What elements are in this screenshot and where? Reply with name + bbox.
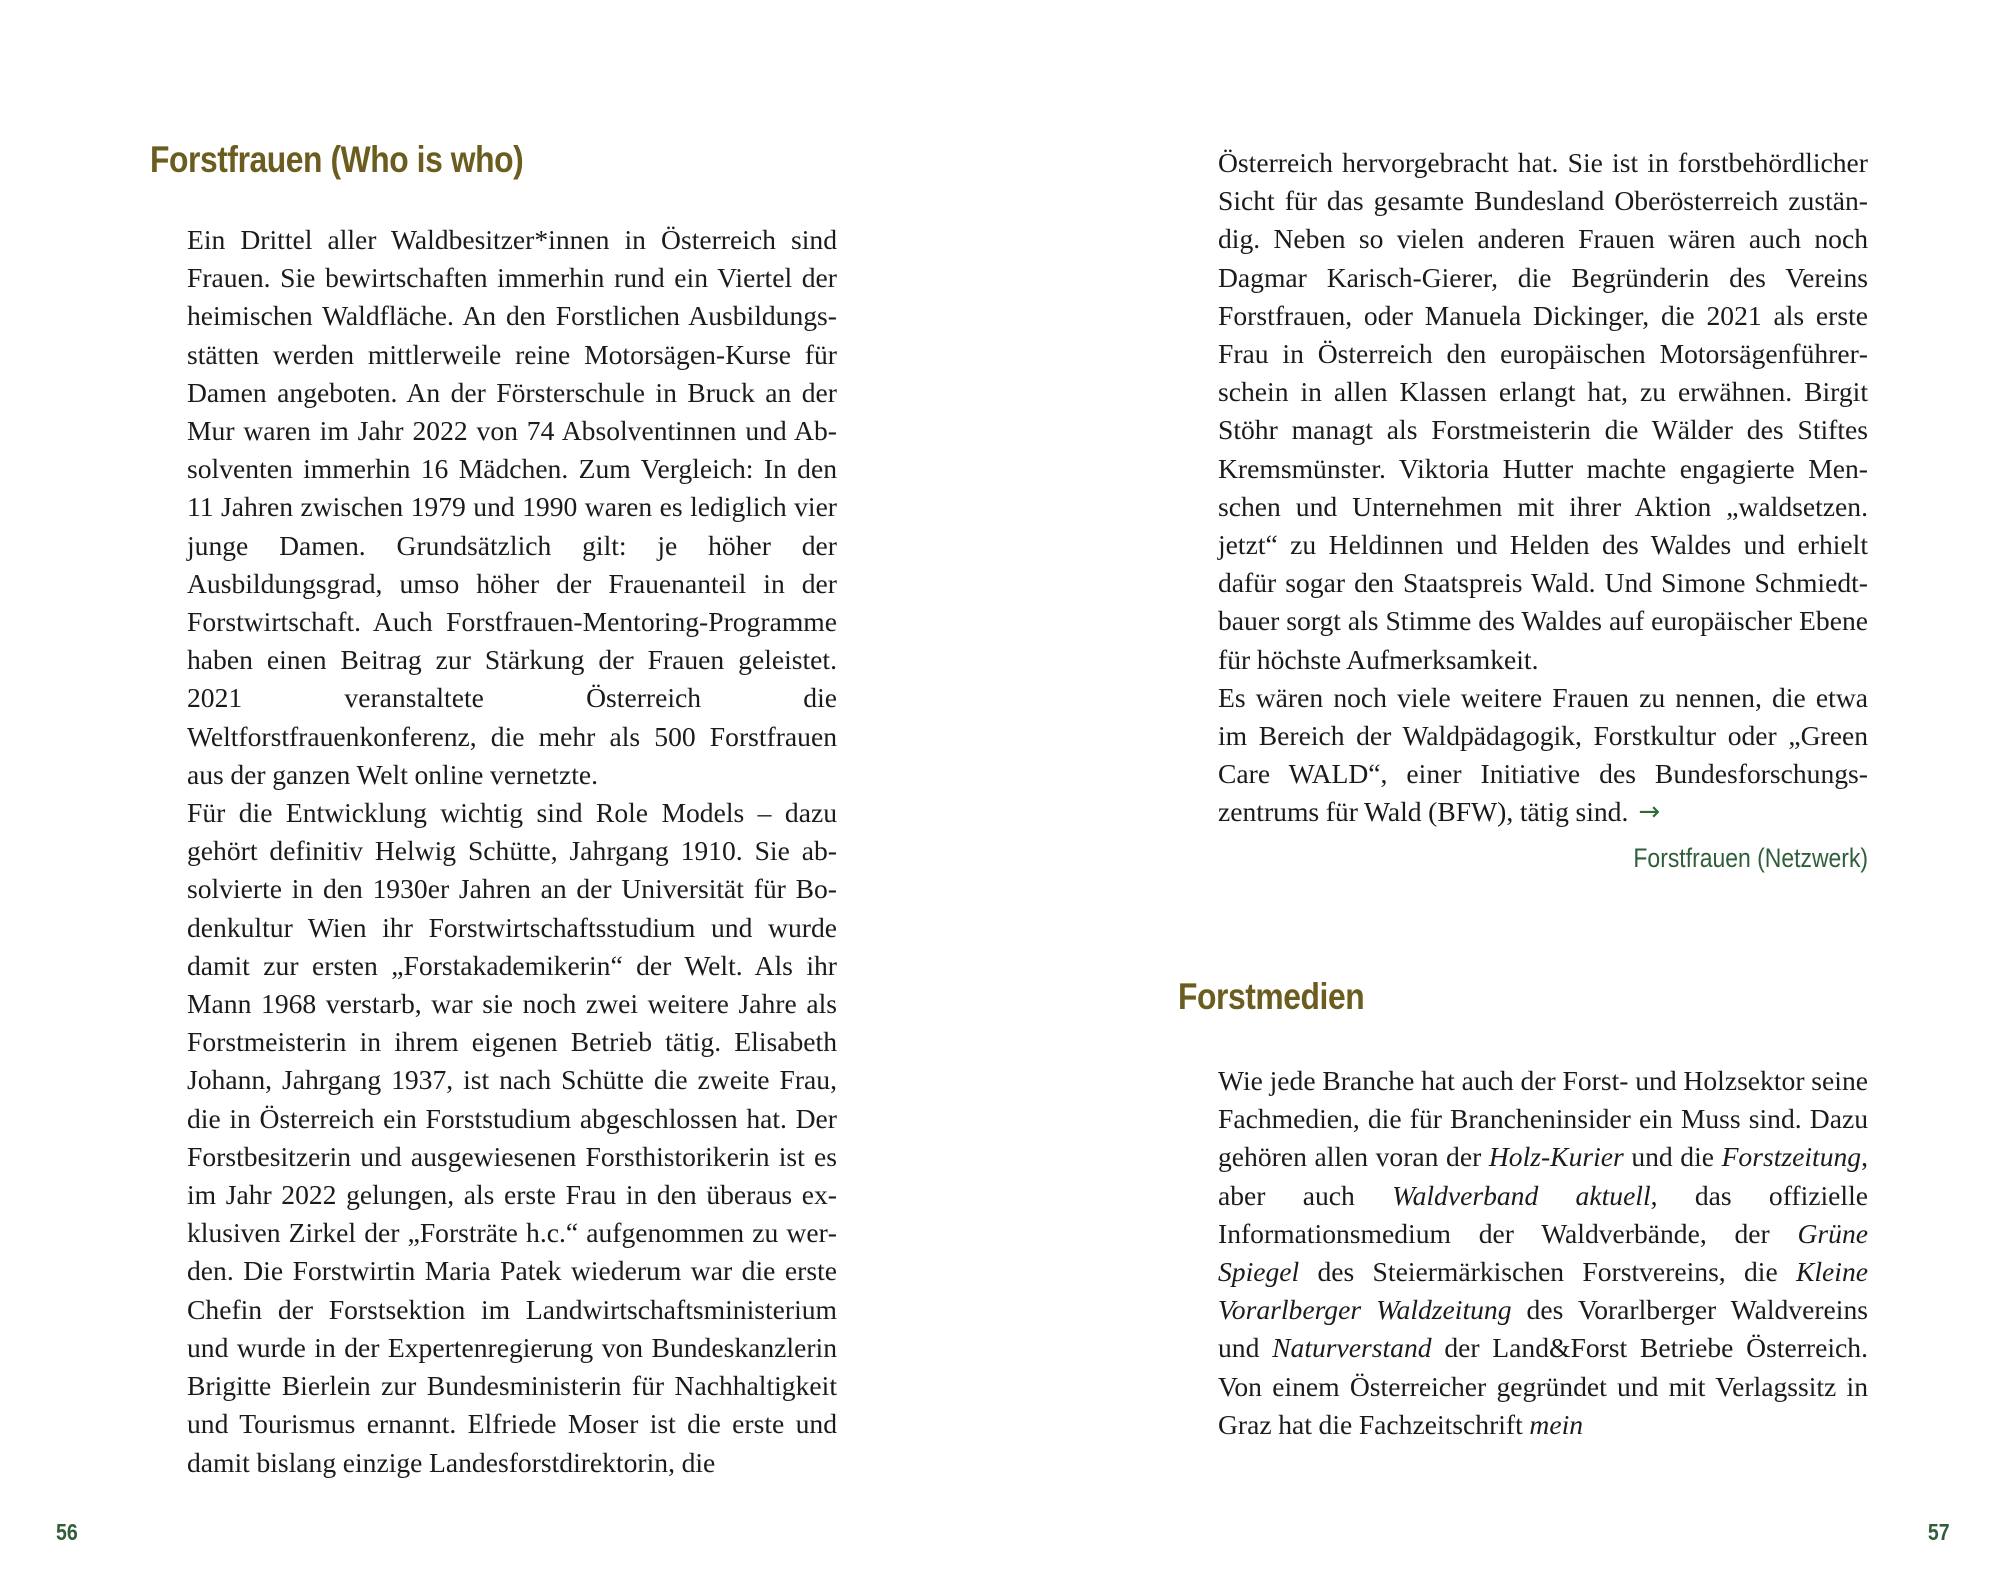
text-run: und die <box>1623 1141 1722 1173</box>
paragraph-role-models: Für die Entwicklung wichtig sind Role Models – dazu gehört definitiv Helwig Schütte, Jahrgang 1910. Sie absolvierte in den 1930er Jahren an der Universität für Bodenkultur Wien ihr Forstwirtschaftsstudium und wurde damit zur ersten „Forstakademikerin“ der Welt. Als ihr Mann 1968 verstarb, war sie noch zwei weitere Jahre als Forstmeisterin in ihrem eigenen Betrieb tätig. Elisabeth Johann, Jahrgang 1937, ist nach Schütte die zweite Frau, die in Österreich ein Forststudium abgeschlossen hat. Der Forstbesitzerin und ausgewiesenen Forsthistorikerin ist es im Jahr 2022 gelungen, als erste Frau in den überaus exklusiven Zirkel der „Forsträte h.c.“ aufgenommen zu werden. Die Forstwirtin Maria Patek wiederum war die erste Chefin der Forstsektion im Landwirtschaftsministerium und wurde in der Expertenregierung von Bundeskanzlerin Brigitte Bierlein zur Bundesministerin für Nachhaltigkeit und Tourismus ernannt. Elfriede Moser ist die erste und damit bislang einzige Landesforstdirektorin, die <box>187 797 837 1478</box>
text-run: Wie jede Branche hat auch der Forst- und Holzsektor seine Fachmedien, die für Brancheninsider ein Muss sind. Dazu gehören allen voran der <box>1218 1065 1868 1173</box>
text-run: des Steiermärkischen Forstvereins, die <box>1299 1256 1796 1288</box>
paragraph-more-women <box>1218 679 1868 832</box>
publication-title-mein: mein <box>1529 1408 1584 1440</box>
section-title-forstfrauen: Forstfrauen (Who is who) <box>150 139 524 180</box>
text-run: , das offizielle Informationsmedium der Waldverbände, der <box>1218 1179 1868 1249</box>
publication-title-holz-kurier: Holz-Kurier <box>1488 1141 1624 1173</box>
paragraph-statistics: Ein Drittel aller Waldbesitzer*innen in Österreich sind Frauen. Sie bewirtschaften immerhin rund ein Viertel der heimischen Waldfläche. An den Forstlichen Ausbildungsstätten werden mittlerweile reine Motorsägen-Kurse für Damen angeboten. An der Försterschule in Bruck an der Mur waren im Jahr 2022 von 74 Absolventinnen und Absolventen immerhin 16 Mädchen. Zum Vergleich: In den 11 Jahren zwischen 1979 und 1990 waren es lediglich vier junge Damen. Grundsätzlich gilt: je höher der Ausbildungsgrad, umso höher der Frauenanteil in der Forstwirtschaft. Auch Forstfrauen-Mentoring-Programme haben einen Beitrag zur Stärkung der Frauen geleistet. 2021 veranstaltete Österreich die Weltforstfrauenkonferenz, die mehr als 500 Forstfrauen aus der ganzen Welt online vernetzte. <box>187 224 837 790</box>
text-run: des Vorarlberger Waldvereins und <box>1218 1294 1868 1364</box>
body-text-forstmedien <box>1218 1062 1868 1444</box>
paragraph-continuation: Österreich hervorgebracht hat. Sie ist in forstbehördlicher Sicht für das gesamte Bundesland Oberösterreich zuständig. Neben so vielen anderen Frauen wären auch noch Dagmar Karisch-Gierer, die Begründerin des Vereins Forstfrauen, oder Manuela Dickinger, die 2021 als erste Frau in Österreich den europäischen Motorsägenführerschein in allen Klassen erlangt hat, zu erwähnen. Birgit Stöhr managt als Forstmeisterin die Wälder des Stiftes Kremsmünster. Viktoria Hutter machte engagierte Menschen und Unternehmen mit ihrer Aktion „waldsetzen. jetzt“ zu Heldinnen und Helden des Waldes und erhielt dafür sogar den Staatspreis Wald. Und Simone Schmiedtbauer sorgt als Stimme des Waldes auf europäischer Ebene für höchste Aufmerksamkeit. <box>1218 147 1868 675</box>
cross-reference-link[interactable]: Forstfrauen (Netzwerk) <box>1633 843 1868 873</box>
publication-title-kleine-vorarlberger-waldzeitung: Kleine Vorarlberger Waldzeitung <box>1218 1256 1868 1326</box>
paragraph-forstmedien <box>1218 1062 1868 1444</box>
publication-title-forstzeitung: Forstzeitung <box>1721 1141 1862 1173</box>
body-text-forstfrauen <box>187 221 837 1482</box>
body-text-continuation <box>1218 144 1868 832</box>
page-number-left: 56 <box>56 1519 78 1545</box>
text-run: der Land&Forst Betriebe Österreich. Von einem Österreicher gegründet und mit Verlagssitz in Graz hat die Fachzeitschrift <box>1218 1332 1868 1440</box>
paragraph-more-women-text: Es wären noch viele weitere Frauen zu nennen, die etwa im Bereich der Waldpädagogik, Forstkultur oder „Green Care WALD“, einer Initiative des Bundesforschungszentrums für Wald (BFW), tätig sind. <box>1218 681 1868 828</box>
publication-title-naturverstand: Naturverstand <box>1272 1332 1432 1364</box>
publication-title-waldverband-aktuell: Waldverband aktuell <box>1392 1179 1651 1211</box>
page-number-right: 57 <box>1928 1519 1950 1545</box>
section-title-forstmedien: Forstmedien <box>1178 976 1365 1017</box>
text-run: , aber auch <box>1218 1141 1868 1211</box>
publication-title-gruene-spiegel: Grüne Spiegel <box>1218 1217 1868 1288</box>
right-page <box>1000 0 2000 1592</box>
arrow-right-icon: → <box>1638 797 1661 828</box>
